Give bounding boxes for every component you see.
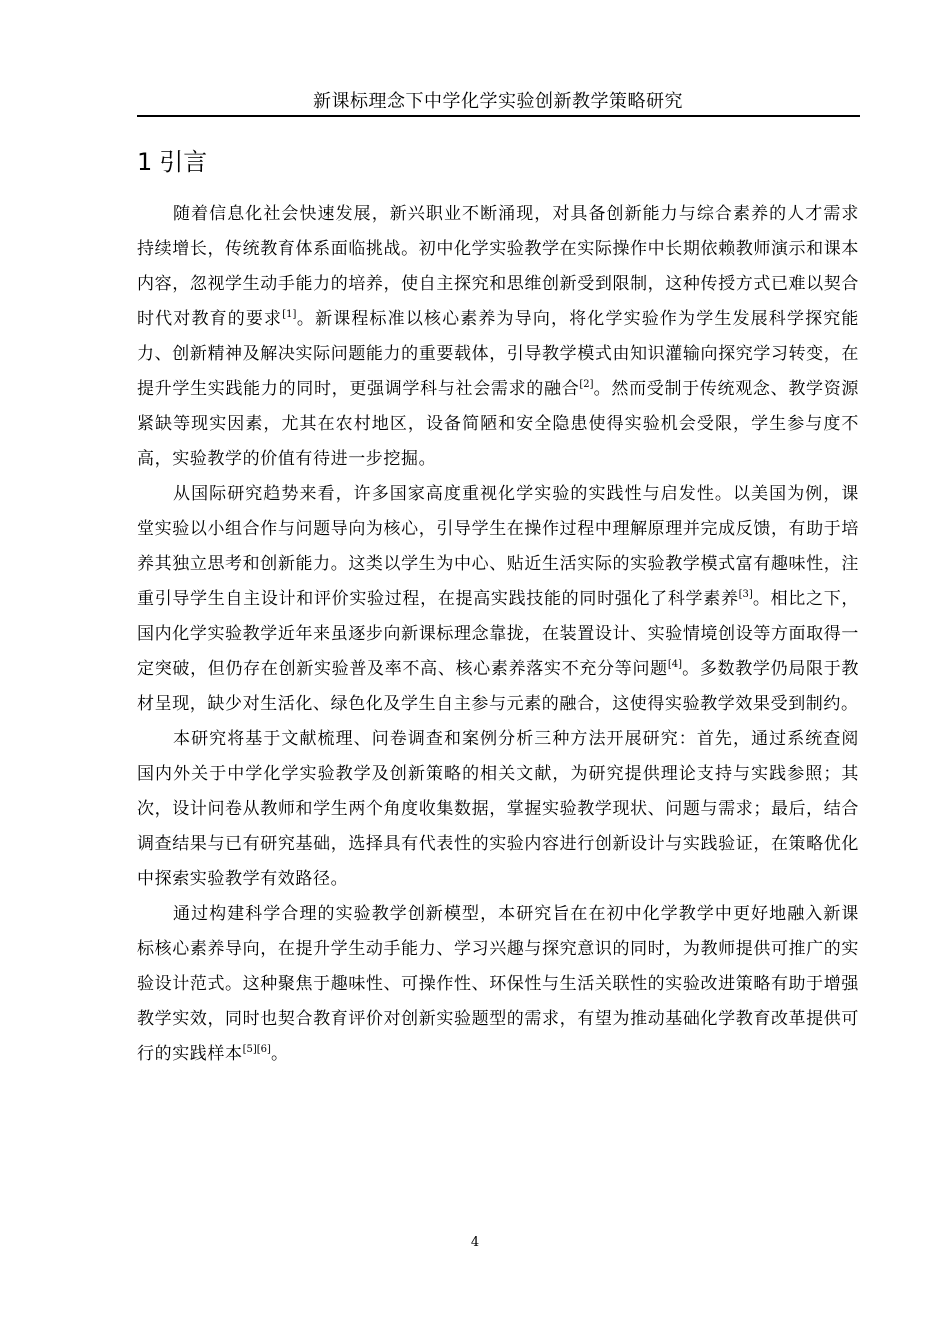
paragraph (137, 897, 859, 1072)
citation: [1] (282, 309, 297, 320)
section-heading (137, 145, 207, 179)
section-title: 引言 (159, 148, 208, 176)
text-run: 。相比之下，国内化学实验教学近年来虽逐步向新课标理念靠拢，在装置设计、实验情境创设等方面取得一定突破，但仍存在创新实验普及率不高、核心素养落实不充分等问题 (137, 589, 859, 679)
text-run: 通过构建科学合理的实验教学创新模型，本研究旨在在初中化学教学中更好地融入新课标核心素养导向，在提升学生动手能力、学习兴趣与探究意识的同时，为教师提供可推广的实验设计范式。这种聚焦于趣味性、可操作性、环保性与生活关联性的实验改进策略有助于增强教学实效，同时也契合教育评价对创新实验题型的需求，有望为推动基础化学教育改革提供可行的实践样本 (137, 904, 859, 1064)
text-run: 。新课程标准以核心素养为导向，将化学实验作为学生发展科学探究能力、创新精神及解决实际问题能力的重要载体，引导教学模式由知识灌输向探究学习转变，在提升学生实践能力的同时，更强调学科与社会需求的融合 (137, 309, 859, 399)
text-run: 随着信息化社会快速发展，新兴职业不断涌现，对具备创新能力与综合素养的人才需求持续增长，传统教育体系面临挑战。初中化学实验教学在实际操作中长期依赖教师演示和课本内容，忽视学生动手能力的培养，使自主探究和思维创新受到限制，这种传授方式已难以契合时代对教育的要求 (137, 204, 859, 329)
citation: [2] (579, 379, 594, 390)
running-header: 新课标理念下中学化学实验创新教学策略研究 (313, 91, 683, 112)
body-text (137, 197, 859, 1072)
text-run: 从国际研究趋势来看，许多国家高度重视化学实验的实践性与启发性。以美国为例，课堂实验以小组合作与问题导向为核心，引导学生在操作过程中理解原理并完成反馈，有助于培养其独立思考和创新能力。这类以学生为中心、贴近生活实际的实验教学模式富有趣味性，注重引导学生自主设计和评价实验过程，在提高实践技能的同时强化了科学素养 (137, 484, 859, 609)
citation: [3] (738, 589, 753, 600)
text-run: 。 (270, 1044, 289, 1064)
header-rule (137, 115, 860, 117)
paragraph (137, 197, 859, 477)
citation: [4] (667, 659, 683, 670)
text-run: 本研究将基于文献梳理、问卷调查和案例分析三种方法开展研究：首先，通过系统查阅国内外关于中学化学实验教学及创新策略的相关文献，为研究提供理论支持与实践参照；其次，设计问卷从教师和学生两个角度收集数据，掌握实验教学现状、问题与需求；最后，结合调查结果与已有研究基础，选择具有代表性的实验内容进行创新设计与实践验证，在策略优化中探索实验教学有效路径。 (137, 729, 859, 889)
section-number: 1 (137, 148, 153, 176)
text-run: 。多数教学仍局限于教材呈现，缺少对生活化、绿色化及学生自主参与元素的融合，这使得实验教学效果受到制约。 (137, 659, 860, 714)
paragraph (137, 722, 859, 897)
text-run: 。然而受制于传统观念、教学资源紧缺等现实因素，尤其在农村地区，设备简陋和安全隐患使得实验机会受限，学生参与度不高，实验教学的价值有待进一步挖掘。 (137, 379, 860, 469)
page-number: 4 (470, 1235, 480, 1250)
citation: [5][6] (242, 1044, 271, 1055)
paragraph (137, 477, 859, 722)
